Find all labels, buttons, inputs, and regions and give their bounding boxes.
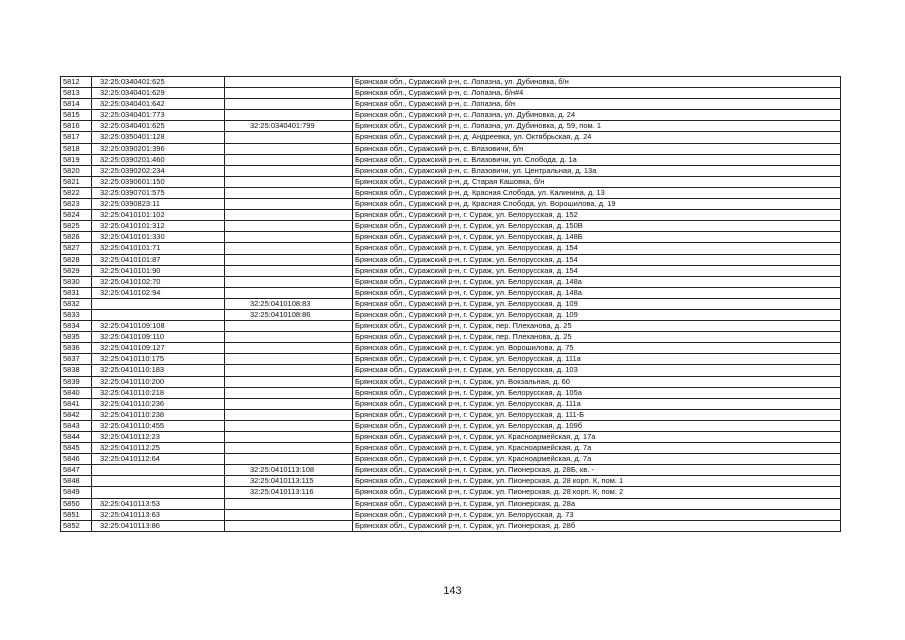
row-number-cell: 5849	[61, 487, 92, 498]
cadastral-number-cell: 32:25:0390201:396	[92, 143, 225, 154]
address-cell: Брянская обл., Суражский р-н, с. Лопазна, б/н#4	[353, 88, 841, 99]
address-cell: Брянская обл., Суражский р-н, г. Сураж, ул. Красноармейская, д. 7а	[353, 454, 841, 465]
table-row	[61, 276, 841, 287]
linked-cadastral-number-cell	[225, 176, 353, 187]
row-number-cell: 5836	[61, 343, 92, 354]
cadastral-number-cell: 32:25:0410101:71	[92, 243, 225, 254]
linked-cadastral-number-cell	[225, 221, 353, 232]
cadastral-number-cell: 32:25:0340401:625	[92, 77, 225, 88]
cadastral-number-cell: 32:25:0410109:108	[92, 321, 225, 332]
table-row	[61, 520, 841, 531]
registry-table	[60, 76, 841, 532]
linked-cadastral-number-cell	[225, 132, 353, 143]
table-row	[61, 387, 841, 398]
cadastral-number-cell: 32:25:0410112:23	[92, 432, 225, 443]
row-number-cell: 5820	[61, 165, 92, 176]
linked-cadastral-number-cell: 32:25:0410108:86	[225, 309, 353, 320]
table-row	[61, 487, 841, 498]
address-cell: Брянская обл., Суражский р-н, г. Сураж, ул. Красноармейская, д. 7а	[353, 443, 841, 454]
cadastral-number-cell: 32:25:0410101:87	[92, 254, 225, 265]
table-row	[61, 143, 841, 154]
linked-cadastral-number-cell	[225, 354, 353, 365]
address-cell: Брянская обл., Суражский р-н, г. Сураж, ул. Белорусская, д. 150В	[353, 221, 841, 232]
table-row	[61, 232, 841, 243]
address-cell: Брянская обл., Суражский р-н, г. Сураж, ул. Ворошилова, д. 75	[353, 343, 841, 354]
registry-table-body	[61, 77, 841, 532]
cadastral-number-cell: 32:25:0390823:11	[92, 199, 225, 210]
address-cell: Брянская обл., Суражский р-н, г. Сураж, ул. Белорусская, д. 73	[353, 509, 841, 520]
table-row	[61, 509, 841, 520]
cadastral-number-cell: 32:25:0410112:25	[92, 443, 225, 454]
row-number-cell: 5838	[61, 365, 92, 376]
linked-cadastral-number-cell	[225, 398, 353, 409]
address-cell: Брянская обл., Суражский р-н, г. Сураж, ул. Пионерская, д. 28а	[353, 498, 841, 509]
cadastral-number-cell: 32:25:0410101:330	[92, 232, 225, 243]
row-number-cell: 5850	[61, 498, 92, 509]
table-row	[61, 409, 841, 420]
linked-cadastral-number-cell	[225, 498, 353, 509]
table-row	[61, 132, 841, 143]
linked-cadastral-number-cell	[225, 509, 353, 520]
address-cell: Брянская обл., Суражский р-н, г. Сураж, ул. Пионерская, д. 28б	[353, 520, 841, 531]
cadastral-number-cell: 32:25:0410113:63	[92, 509, 225, 520]
row-number-cell: 5817	[61, 132, 92, 143]
row-number-cell: 5813	[61, 88, 92, 99]
table-row	[61, 420, 841, 431]
table-row	[61, 210, 841, 221]
cadastral-number-cell: 32:25:0410112:64	[92, 454, 225, 465]
linked-cadastral-number-cell	[225, 77, 353, 88]
address-cell: Брянская обл., Суражский р-н, д. Андреевка, ул. Октябрьская, д. 24	[353, 132, 841, 143]
row-number-cell: 5824	[61, 210, 92, 221]
linked-cadastral-number-cell	[225, 343, 353, 354]
address-cell: Брянская обл., Суражский р-н, г. Сураж, ул. Белорусская, д. 152	[353, 210, 841, 221]
table-row	[61, 77, 841, 88]
address-cell: Брянская обл., Суражский р-н, г. Сураж, ул. Пионерская, д. 28 корп. К, пом. 1	[353, 476, 841, 487]
address-cell: Брянская обл., Суражский р-н, г. Сураж, ул. Белорусская, д. 154	[353, 265, 841, 276]
address-cell: Брянская обл., Суражский р-н, с. Лопазна, ул. Дубиновка, д. 59, пом. 1	[353, 121, 841, 132]
row-number-cell: 5835	[61, 332, 92, 343]
address-cell: Брянская обл., Суражский р-н, д. Красная Слобода, ул. Калинина, д. 13	[353, 187, 841, 198]
row-number-cell: 5848	[61, 476, 92, 487]
row-number-cell: 5822	[61, 187, 92, 198]
row-number-cell: 5815	[61, 110, 92, 121]
table-row	[61, 332, 841, 343]
table-row	[61, 176, 841, 187]
linked-cadastral-number-cell	[225, 409, 353, 420]
cadastral-number-cell: 32:25:0410110:218	[92, 387, 225, 398]
address-cell: Брянская обл., Суражский р-н, г. Сураж, ул. Пионерская, д. 28Б, кв. -	[353, 465, 841, 476]
address-cell: Брянская обл., Суражский р-н, г. Сураж, ул. Белорусская, д. 109б	[353, 420, 841, 431]
cadastral-number-cell: 32:25:0410110:183	[92, 365, 225, 376]
cadastral-number-cell: 32:25:0410110:238	[92, 409, 225, 420]
row-number-cell: 5834	[61, 321, 92, 332]
linked-cadastral-number-cell	[225, 454, 353, 465]
table-row	[61, 354, 841, 365]
cadastral-number-cell: 32:25:0410101:312	[92, 221, 225, 232]
linked-cadastral-number-cell	[225, 332, 353, 343]
linked-cadastral-number-cell: 32:25:0340401:799	[225, 121, 353, 132]
table-row	[61, 454, 841, 465]
table-row	[61, 498, 841, 509]
linked-cadastral-number-cell	[225, 376, 353, 387]
linked-cadastral-number-cell	[225, 321, 353, 332]
row-number-cell: 5829	[61, 265, 92, 276]
table-row	[61, 321, 841, 332]
row-number-cell: 5816	[61, 121, 92, 132]
cadastral-number-cell: 32:25:0410101:90	[92, 265, 225, 276]
row-number-cell: 5831	[61, 287, 92, 298]
table-row	[61, 165, 841, 176]
row-number-cell: 5844	[61, 432, 92, 443]
cadastral-number-cell: 32:25:0410113:53	[92, 498, 225, 509]
cadastral-number-cell	[92, 309, 225, 320]
address-cell: Брянская обл., Суражский р-н, г. Сураж, пер. Плеханова, д. 25	[353, 321, 841, 332]
row-number-cell: 5852	[61, 520, 92, 531]
table-row	[61, 287, 841, 298]
row-number-cell: 5812	[61, 77, 92, 88]
row-number-cell: 5827	[61, 243, 92, 254]
address-cell: Брянская обл., Суражский р-н, с. Влазовичи, б/н	[353, 143, 841, 154]
address-cell: Брянская обл., Суражский р-н, г. Сураж, ул. Белорусская, д. 154	[353, 243, 841, 254]
address-cell: Брянская обл., Суражский р-н, г. Сураж, ул. Пионерская, д. 28 корп. К, пом. 2	[353, 487, 841, 498]
row-number-cell: 5818	[61, 143, 92, 154]
linked-cadastral-number-cell	[225, 110, 353, 121]
linked-cadastral-number-cell	[225, 154, 353, 165]
table-row	[61, 110, 841, 121]
linked-cadastral-number-cell: 32:25:0410113:108	[225, 465, 353, 476]
address-cell: Брянская обл., Суражский р-н, д. Старая Кашовка, б/н	[353, 176, 841, 187]
cadastral-number-cell: 32:25:0410109:110	[92, 332, 225, 343]
cadastral-number-cell: 32:25:0410110:200	[92, 376, 225, 387]
linked-cadastral-number-cell	[225, 232, 353, 243]
linked-cadastral-number-cell: 32:25:0410113:116	[225, 487, 353, 498]
row-number-cell: 5845	[61, 443, 92, 454]
row-number-cell: 5837	[61, 354, 92, 365]
table-row	[61, 398, 841, 409]
table-row	[61, 199, 841, 210]
row-number-cell: 5826	[61, 232, 92, 243]
cadastral-number-cell: 32:25:0410110:175	[92, 354, 225, 365]
cadastral-number-cell	[92, 465, 225, 476]
row-number-cell: 5821	[61, 176, 92, 187]
table-row	[61, 254, 841, 265]
cadastral-number-cell	[92, 298, 225, 309]
row-number-cell: 5830	[61, 276, 92, 287]
address-cell: Брянская обл., Суражский р-н, г. Сураж, ул. Белорусская, д. 148Б	[353, 232, 841, 243]
table-row	[61, 298, 841, 309]
address-cell: Брянская обл., Суражский р-н, г. Сураж, ул. Белорусская, д. 105а	[353, 387, 841, 398]
cadastral-number-cell: 32:25:0410109:127	[92, 343, 225, 354]
table-row	[61, 432, 841, 443]
row-number-cell: 5823	[61, 199, 92, 210]
cadastral-number-cell: 32:25:0350401:128	[92, 132, 225, 143]
cadastral-number-cell: 32:25:0340401:642	[92, 99, 225, 110]
cadastral-number-cell: 32:25:0340401:629	[92, 88, 225, 99]
table-row	[61, 309, 841, 320]
row-number-cell: 5841	[61, 398, 92, 409]
address-cell: Брянская обл., Суражский р-н, г. Сураж, ул. Белорусская, д. 109	[353, 298, 841, 309]
table-row	[61, 476, 841, 487]
cadastral-number-cell	[92, 476, 225, 487]
linked-cadastral-number-cell	[225, 99, 353, 110]
row-number-cell: 5851	[61, 509, 92, 520]
address-cell: Брянская обл., Суражский р-н, г. Сураж, пер. Плеханова, д. 25	[353, 332, 841, 343]
linked-cadastral-number-cell	[225, 88, 353, 99]
table-row	[61, 343, 841, 354]
cadastral-number-cell: 32:25:0410102:94	[92, 287, 225, 298]
table-row	[61, 221, 841, 232]
address-cell: Брянская обл., Суражский р-н, г. Сураж, ул. Белорусская, д. 109	[353, 309, 841, 320]
address-cell: Брянская обл., Суражский р-н, с. Лопазна, ул. Дубиновка, б/н	[353, 77, 841, 88]
address-cell: Брянская обл., Суражский р-н, с. Влазовичи, ул. Центральная, д. 13а	[353, 165, 841, 176]
address-cell: Брянская обл., Суражский р-н, г. Сураж, ул. Белорусская, д. 148а	[353, 276, 841, 287]
cadastral-number-cell: 32:25:0340401:625	[92, 121, 225, 132]
address-cell: Брянская обл., Суражский р-н, г. Сураж, ул. Белорусская, д. 154	[353, 254, 841, 265]
cadastral-number-cell: 32:25:0390601:150	[92, 176, 225, 187]
row-number-cell: 5840	[61, 387, 92, 398]
linked-cadastral-number-cell	[225, 187, 353, 198]
cadastral-number-cell	[92, 487, 225, 498]
table-row	[61, 365, 841, 376]
cadastral-number-cell: 32:25:0410102:70	[92, 276, 225, 287]
table-row	[61, 265, 841, 276]
linked-cadastral-number-cell	[225, 420, 353, 431]
table-row	[61, 243, 841, 254]
table-row	[61, 187, 841, 198]
address-cell: Брянская обл., Суражский р-н, с. Лопазна, б/н	[353, 99, 841, 110]
cadastral-number-cell: 32:25:0390201:460	[92, 154, 225, 165]
page-number: 143	[443, 585, 462, 597]
linked-cadastral-number-cell	[225, 243, 353, 254]
address-cell: Брянская обл., Суражский р-н, д. Красная Слобода, ул. Ворошилова, д. 19	[353, 199, 841, 210]
row-number-cell: 5842	[61, 409, 92, 420]
address-cell: Брянская обл., Суражский р-н, г. Сураж, ул. Белорусская, д. 111а	[353, 354, 841, 365]
row-number-cell: 5833	[61, 309, 92, 320]
row-number-cell: 5846	[61, 454, 92, 465]
linked-cadastral-number-cell	[225, 365, 353, 376]
table-row	[61, 121, 841, 132]
address-cell: Брянская обл., Суражский р-н, г. Сураж, ул. Вокзальная, д. 60	[353, 376, 841, 387]
row-number-cell: 5847	[61, 465, 92, 476]
table-row	[61, 88, 841, 99]
address-cell: Брянская обл., Суражский р-н, г. Сураж, ул. Красноармейская, д. 17а	[353, 432, 841, 443]
linked-cadastral-number-cell	[225, 432, 353, 443]
linked-cadastral-number-cell	[225, 265, 353, 276]
linked-cadastral-number-cell	[225, 443, 353, 454]
linked-cadastral-number-cell	[225, 254, 353, 265]
cadastral-number-cell: 32:25:0410113:86	[92, 520, 225, 531]
cadastral-number-cell: 32:25:0410110:236	[92, 398, 225, 409]
linked-cadastral-number-cell	[225, 165, 353, 176]
address-cell: Брянская обл., Суражский р-н, г. Сураж, ул. Белорусская, д. 111а	[353, 398, 841, 409]
table-row	[61, 465, 841, 476]
linked-cadastral-number-cell	[225, 210, 353, 221]
cadastral-number-cell: 32:25:0410101:102	[92, 210, 225, 221]
address-cell: Брянская обл., Суражский р-н, г. Сураж, ул. Белорусская, д. 148а	[353, 287, 841, 298]
row-number-cell: 5814	[61, 99, 92, 110]
table-row	[61, 154, 841, 165]
address-cell: Брянская обл., Суражский р-н, г. Сураж, ул. Белорусская, д. 103	[353, 365, 841, 376]
linked-cadastral-number-cell: 32:25:0410113:115	[225, 476, 353, 487]
cadastral-number-cell: 32:25:0410110:455	[92, 420, 225, 431]
address-cell: Брянская обл., Суражский р-н, г. Сураж, ул. Белорусская, д. 111-Б	[353, 409, 841, 420]
linked-cadastral-number-cell	[225, 199, 353, 210]
row-number-cell: 5819	[61, 154, 92, 165]
row-number-cell: 5843	[61, 420, 92, 431]
row-number-cell: 5832	[61, 298, 92, 309]
linked-cadastral-number-cell	[225, 287, 353, 298]
linked-cadastral-number-cell	[225, 520, 353, 531]
table-row	[61, 443, 841, 454]
row-number-cell: 5839	[61, 376, 92, 387]
table-row	[61, 99, 841, 110]
linked-cadastral-number-cell: 32:25:0410108:83	[225, 298, 353, 309]
linked-cadastral-number-cell	[225, 387, 353, 398]
address-cell: Брянская обл., Суражский р-н, с. Влазовичи, ул. Слобода, д. 1а	[353, 154, 841, 165]
table-row	[61, 376, 841, 387]
address-cell: Брянская обл., Суражский р-н, с. Лопазна, ул. Дубиновка, д. 24	[353, 110, 841, 121]
row-number-cell: 5828	[61, 254, 92, 265]
cadastral-number-cell: 32:25:0390202:234	[92, 165, 225, 176]
cadastral-number-cell: 32:25:0390701:575	[92, 187, 225, 198]
cadastral-number-cell: 32:25:0340401:773	[92, 110, 225, 121]
linked-cadastral-number-cell	[225, 143, 353, 154]
linked-cadastral-number-cell	[225, 276, 353, 287]
row-number-cell: 5825	[61, 221, 92, 232]
